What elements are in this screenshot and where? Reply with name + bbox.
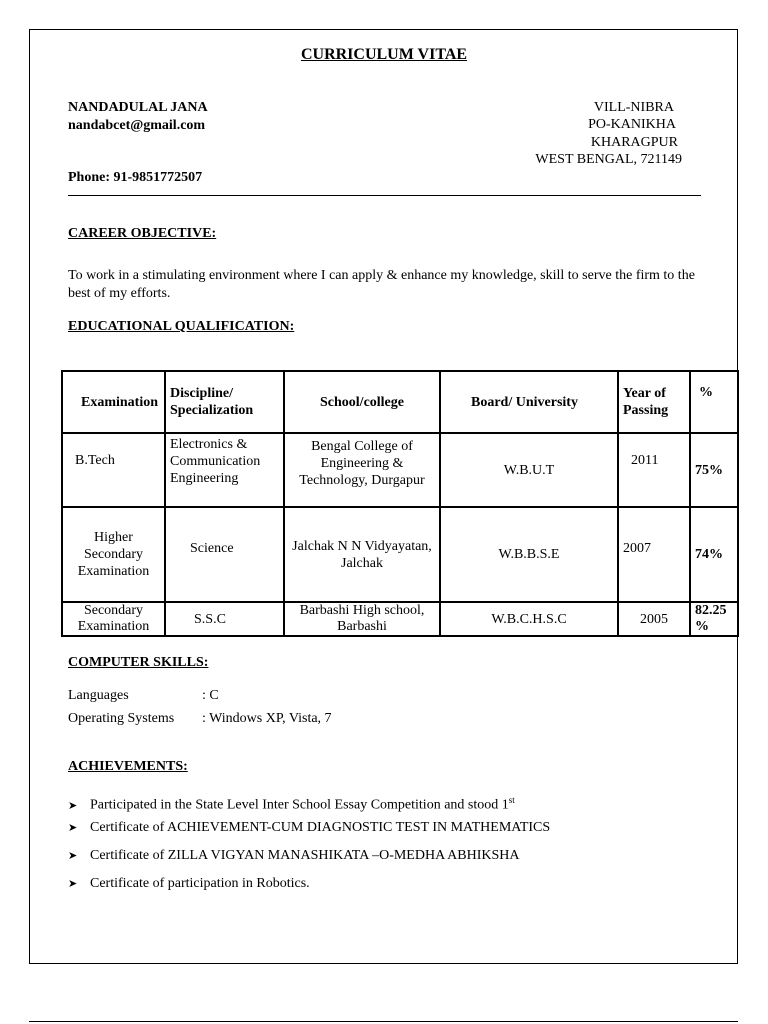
skill-label: Operating Systems [68,711,175,726]
cell-year: 2007 [618,507,690,602]
cell-examination: B.Tech [62,433,165,507]
list-item [68,816,550,844]
skill-row [68,711,332,727]
skill-row [68,688,219,704]
header-board: Board/ University [440,371,618,433]
career-objective-text: To work in a stimulating environment where I can apply & enhance my knowledge, skill to serve the firm to the best of my efforts. [68,268,695,301]
skill-value: : C [202,688,219,703]
cell-examination: Secondary Examination [62,602,165,636]
cell-board: W.B.B.S.E [440,507,618,602]
cell-school: Bengal College of Engineering & Technology, Durgapur [284,433,440,507]
cell-discipline: Science [165,507,284,602]
skill-value: : Windows XP, Vista, 7 [202,711,332,726]
header-school: School/college [284,371,440,433]
table-row [62,433,738,507]
list-item [68,788,550,816]
candidate-email: nandabcet@gmail.com [68,118,206,133]
cell-year: 2005 [618,602,690,636]
cell-discipline: S.S.C [165,602,284,636]
cell-school: Jalchak N N Vidyayatan, Jalchak [284,507,440,602]
cell-board: W.B.C.H.S.C [440,602,618,636]
cell-board: W.B.U.T [440,433,618,507]
cell-discipline: Electronics & Communication Engineering [165,433,284,507]
list-item [68,844,550,872]
header-percent: % [690,371,738,433]
address-line-1: VILL-NIBRA [593,100,674,115]
header-divider [68,195,701,196]
cell-percent: 82.25 % [690,602,738,636]
arrow-bullet-icon: ➤ [68,821,78,834]
career-objective-heading: CAREER OBJECTIVE: [68,226,217,241]
cell-percent: 75% [690,433,738,507]
arrow-bullet-icon: ➤ [68,877,78,890]
document-title: CURRICULUM VITAE [300,46,468,63]
arrow-bullet-icon: ➤ [68,849,78,862]
achievement-text: Certificate of ACHIEVEMENT-CUM DIAGNOSTIC TEST IN MATHEMATICS [90,820,551,835]
table-header-row [62,371,738,433]
address-line-2: PO-KANIKHA [588,117,676,132]
candidate-name: NANDADULAL JANA [68,100,208,115]
education-heading: EDUCATIONAL QUALIFICATION: [68,319,295,334]
computer-skills-heading: COMPUTER SKILLS: [68,655,209,670]
address-line-4: WEST BENGAL, 721149 [535,152,682,167]
cell-school: Barbashi High school, Barbashi [284,602,440,636]
header-year: Year of Passing [618,371,690,433]
achievement-text: Certificate of ZILLA VIGYAN MANASHIKATA –O-MEDHA ABHIKSHA [90,848,520,863]
table-row [62,507,738,602]
candidate-phone: Phone: 91-9851772507 [68,170,203,185]
achievements-heading: ACHIEVEMENTS: [68,759,188,774]
education-table [61,370,739,637]
arrow-bullet-icon: ➤ [68,798,78,812]
achievement-text: Certificate of participation in Robotics. [90,876,310,891]
address-line-3: KHARAGPUR [590,135,678,150]
header-discipline: Discipline/ Specialization [165,371,284,433]
achievement-text: Participated in the State Level Inter School Essay Competition and stood 1 [90,797,509,813]
list-item [68,872,550,900]
cell-percent: 74% [690,507,738,602]
bottom-rule [29,1021,738,1022]
skill-label: Languages [68,688,129,703]
table-row [62,602,738,636]
cell-year: 2011 [618,433,690,507]
cell-examination: Higher Secondary Examination [62,507,165,602]
achievements-list [68,788,550,900]
superscript: st [508,795,515,805]
header-examination: Examination [62,371,165,433]
